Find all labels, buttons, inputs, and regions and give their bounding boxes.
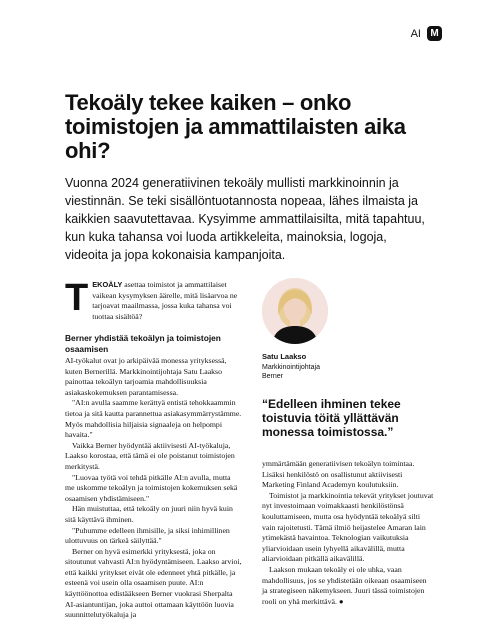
magazine-badge-icon: M [427,26,442,41]
body-paragraph: Berner on hyvä esimerkki yrityksestä, joka on sitoutunut vahvasti AI:n hyödyntämiseen. Laakso arvioi, että kaikki yritykset eivät ole edenneet yhtä pitkälle, ja esteenä voi usein olla osaamisen puute. AI:n käyttöönottoa edistääkseen Berner vuokrasi Sherpalta AI-asiantuntijan, joka auttoi ottamaan käyttöön luovia suunnittelutyökaluja ja [65,546,242,620]
section-subheading: Berner yhdistää tekoälyn ja toimistojen osaamisen [65,333,221,354]
photo-caption-name: Satu Laakso [262,352,307,361]
body-paragraph: "AI:n avulla saamme kerättyä entistä tehokkaammin tietoa ja sitä kautta parannettua asiakasymmärrystämme. Myös mahdollisia hiljaisia signaaleja on helpompi havaita." [65,398,242,440]
intro-paragraph [65,277,245,322]
portrait-illustration [262,278,328,344]
portrait-photo [262,278,328,344]
body-paragraph: Vaikka Berner hyödyntää aktiivisesti AI-työkaluja, Laakso korostaa, että tämä ei ole poistanut toimistojen merkitystä. [65,440,235,471]
body-paragraph: AI-työkalut ovat jo arkipäivää monessa yrityksessä, kuten Bernerillä. Markkinointijohtaja Satu Laakso painottaa tekoälyn tarjoamia mahdollisuuksia asiakaskokemuksen parantamisessa. [65,356,227,397]
intro-text [65,277,245,322]
article-lead: Vuonna 2024 generatiivinen tekoäly mullisti markkinoinnin ja viestinnän. Se teki sisällöntuotannosta nopeaa, lähes ilmaista ja kaikkien saavutettavaa. Kysyimme ammattilaisilta, mitä tapahtuu, kun kuka tahansa voi luoda artikkeleita, mainoksia, logoja, videoita ja jopa kokonaisia kampanjoita. [65,176,425,262]
body-column-right [262,459,434,607]
body-paragraph: Laakson mukaan tekoäly ei ole uhka, vaan mahdollisuus, jos se yhdistetään oikeaan osaamiseen ja strategiseen näkemykseen. Juuri tässä toimistojen rooli on yhä merkittävä. ● [262,564,427,606]
intro-lead-word: EKOÄLY [92,280,123,289]
intro-body: asettaa toimistot ja ammattilaiset vaikean kysymyksen äärelle, mitä lisäarvoa ne tarjoavat maailmassa, jossa kuka tahansa voi tuottaa sisältöä? [92,280,238,321]
body-paragraph: ymmärtämään generatiivisen tekoälyn toimintaa. Lisäksi henkilöstö on osallistunut aktiivisesti Marketing Finland Academyn koulutuksiin. [262,459,415,490]
body-paragraph: "Puhumme edelleen ihmisille, ja siksi inhimillinen ulottuvuus on tärkeä säilyttää." [65,525,230,546]
article-title: Tekoäly tekee kaiken – onko toimistojen ja ammattilaisten aika ohi? [65,90,406,163]
body-column-left [65,356,242,621]
pull-quote: “Edelleen ihminen tekee toistuvia töitä yllättävän monessa toimistossa.” [262,397,401,439]
body-paragraph: "Luovaa työtä voi tehdä pitkälle AI:n avulla, mutta me uskomme tekoälyn ja toimistojen kokemuksen sekä osaamisen yhdistämiseen." [65,472,238,503]
body-paragraph: Toimistot ja markkinointia tekevät yritykset joutuvat nyt investoimaan voimakkaasti henkilöstönsä kouluttamiseen, mutta osa hyödyntää tekoälyä silti vain rajoitetusti. Tämä ilmiö heijastelee Amaran lain ytimekästä havaintoa. Teknologian vaikutuksia yliarvioidaan usein lyhyellä aikavälillä, mutta aliarvioidaan pitkällä aikavälillä. [262,490,434,564]
photo-caption-role: Markkinointijohtaja Berner [262,364,320,380]
section-label: AI [410,27,421,40]
body-paragraph: Hän muistuttaa, että tekoäly on juuri niin hyvä kuin sitä käyttävä ihminen. [65,504,233,524]
drop-cap: T [65,277,89,319]
page-header [411,26,442,41]
